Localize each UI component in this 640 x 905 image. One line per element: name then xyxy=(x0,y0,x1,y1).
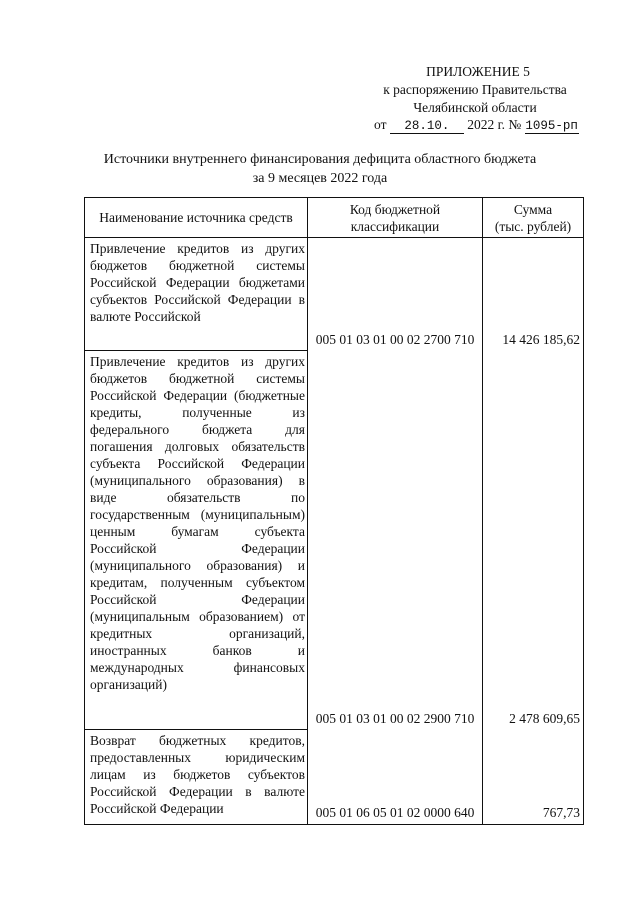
row-name: Привлечение кредитов из других бюджетов бюджетной системы Российской Федерации (бюджетные кредиты, полученные из федерального бюджета для погашения долговых обязательств субъекта Российской Федерации (муниципального образования) в виде обязательств по государственным (муниципальным) ценным бумагам субъекта Российской Федерации (муниципального образования) и кредитам, полученным субъектом Российской Федерации (муниципальным образованием) от кредитных организаций, иностранных банков и международных финансовых организаций) xyxy=(85,351,308,730)
column-header-name: Наименование источника средств xyxy=(85,198,308,238)
date-prefix: от xyxy=(374,117,387,132)
title-line-1: Источники внутреннего финансирования дефицита областного бюджета xyxy=(103,152,537,167)
order-date: 28.10. xyxy=(390,119,464,134)
row-code: 005 01 06 05 01 02 0000 640 xyxy=(308,730,483,825)
row-sum: 2 478 609,65 xyxy=(483,351,584,730)
row-sum: 14 426 185,62 xyxy=(483,238,584,351)
region-text: Челябинской области xyxy=(413,100,537,115)
title-line-2: за 9 месяцев 2022 года xyxy=(252,171,388,186)
order-date-line xyxy=(374,116,579,134)
document-title xyxy=(0,150,640,188)
column-header-sum: Сумма (тыс. рублей) xyxy=(483,198,584,238)
row-name: Привлечение кредитов из других бюджетов бюджетной системы Российской Федерации бюджетами субъектов Российской Федерации в валюте Российской xyxy=(85,238,308,351)
table-row xyxy=(85,730,584,825)
column-header-code: Код бюджетной классификации xyxy=(308,198,483,238)
order-reference-line xyxy=(355,81,595,98)
financing-sources-table xyxy=(84,197,584,825)
row-sum: 767,73 xyxy=(483,730,584,825)
date-suffix: 2022 г. № xyxy=(467,117,522,132)
order-number: 1095-рп xyxy=(525,119,578,133)
table-row xyxy=(85,351,584,730)
row-code: 005 01 03 01 00 02 2900 710 xyxy=(308,351,483,730)
table-row xyxy=(85,238,584,351)
appendix-number: ПРИЛОЖЕНИЕ 5 xyxy=(426,64,530,79)
order-reference-text: к распоряжению Правительства xyxy=(383,82,567,97)
region-line xyxy=(385,99,565,116)
table-header-row xyxy=(85,198,584,238)
row-code: 005 01 03 01 00 02 2700 710 xyxy=(308,238,483,351)
appendix-heading xyxy=(398,63,558,80)
row-name: Возврат бюджетных кредитов, предоставленных юридическим лицам из бюджетов субъектов Российской Федерации в валюте Российской Федерации xyxy=(85,730,308,825)
